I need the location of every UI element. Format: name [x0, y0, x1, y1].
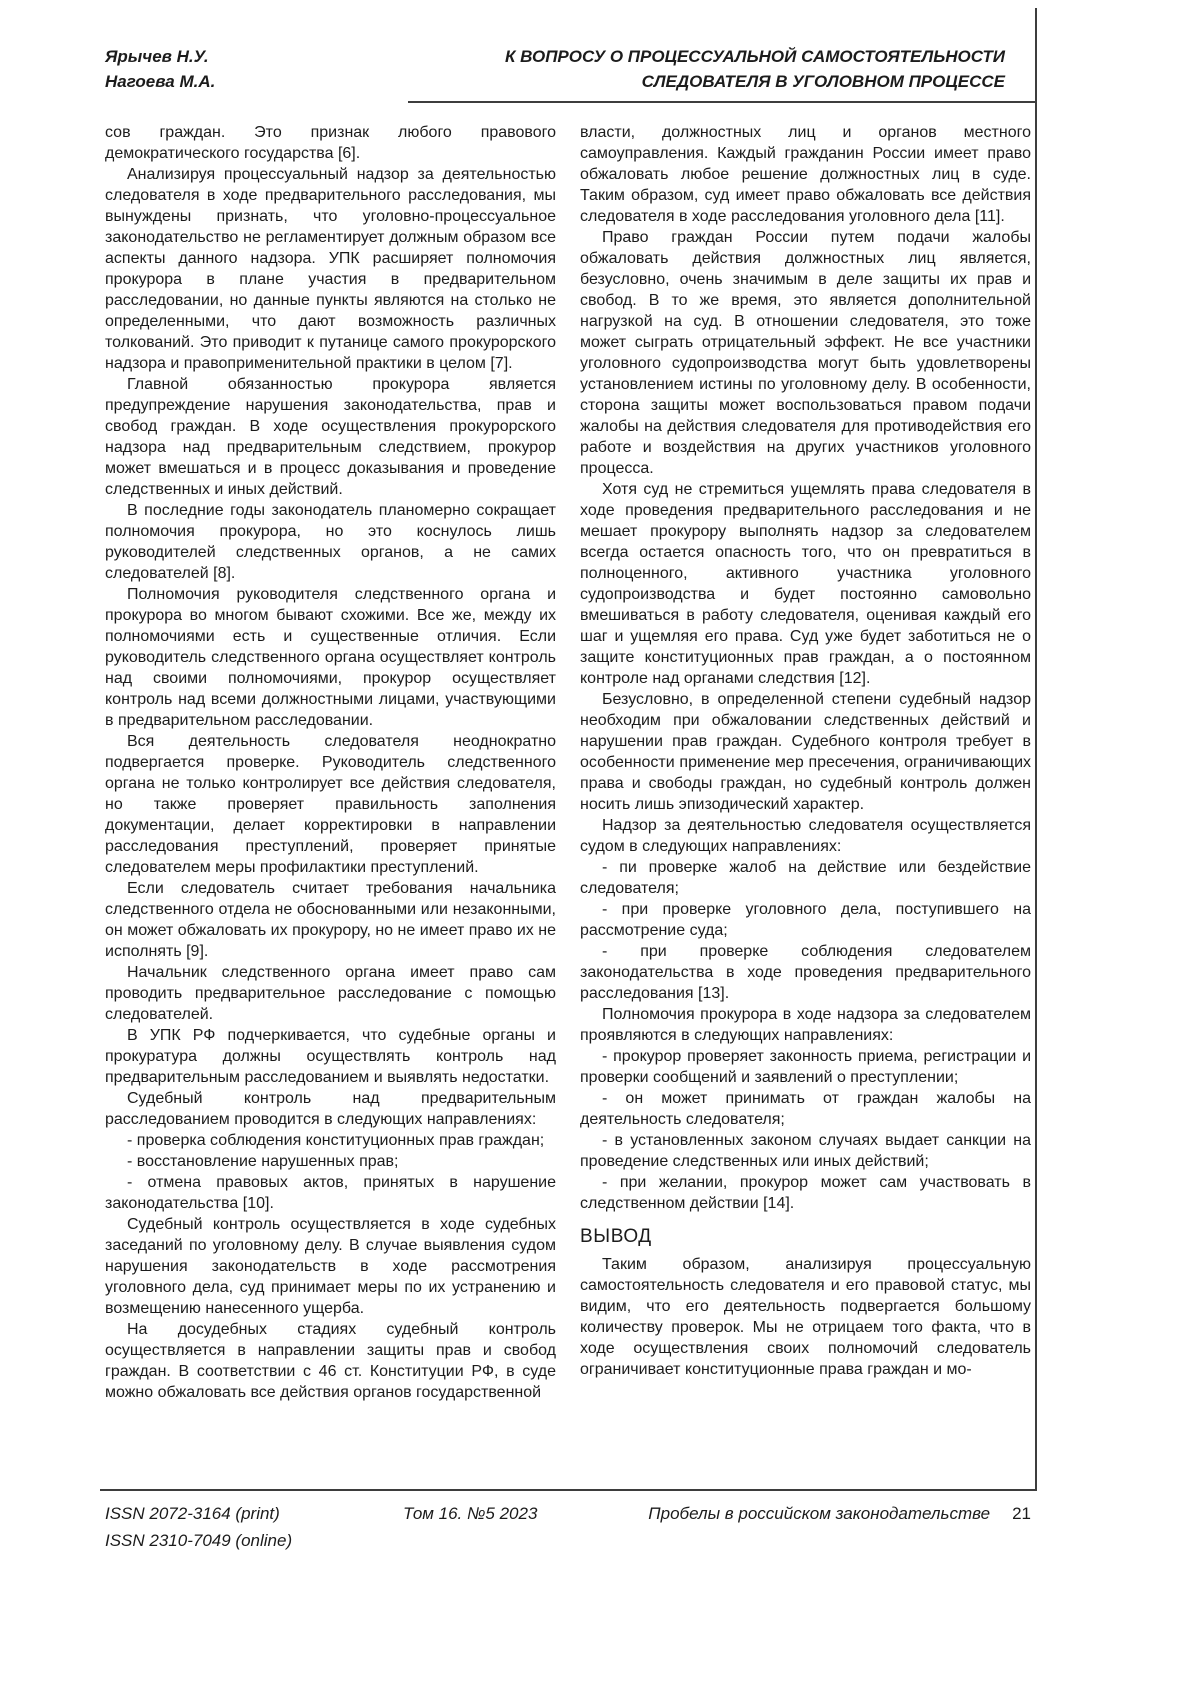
page-footer	[105, 1500, 1031, 1554]
paragraph: Начальник следственного органа имеет право сам проводить предварительное расследование с помощью следователей.	[105, 964, 556, 1023]
page-number: 21	[1012, 1504, 1031, 1523]
article-title	[505, 44, 1005, 94]
paragraph: Вся деятельность следователя неоднократно подвергается проверке. Руководитель следственного органа не только контролирует все действия следователя, но также проверяет правильность заполнения документации, делает корректировки в направлении расследования преступлений, проверяет принятые следователем меры профилактики преступлений.	[105, 733, 556, 876]
issn-block	[105, 1500, 292, 1554]
issn-online: ISSN 2310-7049 (online)	[105, 1531, 293, 1550]
paragraph: Анализируя процессуальный надзор за деятельностью следователя в ходе предварительного расследования, мы вынуждены признать, что уголовно-процессуальное законодательство не регламентирует должным образом все аспекты данного надзора. УПК расширяет полномочия прокурора в плане участия в предварительном расследовании, но данные пункты являются на столько не определенными, что дают возможность различных толкований. Это приводит к путанице самого прокурорского надзора и правоприменительной практики в целом [7].	[105, 166, 556, 372]
paragraph: Полномочия прокурора в ходе надзора за следователем проявляются в следующих направлениях:	[580, 1006, 1031, 1044]
journal-info	[648, 1500, 1031, 1527]
paragraph: Полномочия руководителя следственного органа и прокурора во многом бывают схожими. Все же, между их полномочиями есть и существенные отличия. Если руководитель следственного органа осуществляет контроль над своими полномочиями, прокурор осуществляет контроль над всеми должностными лицами, участвующими в предварительном расследовании.	[105, 586, 556, 729]
list-item: - отмена правовых актов, принятых в нарушение законодательства [10].	[105, 1174, 556, 1212]
list-item: - в установленных законом случаях выдает санкции на проведение следственных или иных действий;	[580, 1132, 1031, 1170]
list-item: - пи проверке жалоб на действие или бездействие следователя;	[580, 859, 1031, 897]
paragraph: Судебный контроль осуществляется в ходе судебных заседаний по уголовному делу. В случае выявления судом нарушения законодательств в ходе рассмотрения уголовного дела, суд принимает меры по их устранению и возмещению нанесенного ущерба.	[105, 1216, 556, 1317]
right-column	[580, 122, 1031, 1403]
author-name: Ярычев Н.У.	[105, 47, 209, 66]
article-title-line: К ВОПРОСУ О ПРОЦЕССУАЛЬНОЙ САМОСТОЯТЕЛЬНОСТИ	[504, 47, 1005, 66]
list-item: - восстановление нарушенных прав;	[127, 1153, 399, 1170]
paragraph: Право граждан России путем подачи жалобы обжаловать действия должностных лиц является, безусловно, очень значимым в деле защиты их прав и свобод. В то же время, это является дополнительной нагрузкой на суд. В отношении следователя, это тоже может сыграть отрицательный эффект. Не все участники уголовного судопроизводства могут быть удовлетворены установлением истины по уголовному делу. В особенности, сторона защиты может воспользоваться правом подачи жалобы на действия следователя для противодействия его работе и воздействия на других участников уголовного процесса.	[580, 229, 1031, 477]
paragraph: Безусловно, в определенной степени судебный надзор необходим при обжаловании следственных действий и нарушении прав граждан. Судебного контроля требует в особенности применение мер пресечения, ограничивающих права и свободы граждан, но судебный контроль должен носить лишь эпизодический характер.	[580, 691, 1031, 813]
paragraph: На досудебных стадиях судебный контроль осуществляется в направлении защиты прав и свобод граждан. В соответствии с 46 ст. Конституции РФ, в суде можно обжаловать все действия органов государственной	[105, 1321, 556, 1401]
paragraph: Хотя суд не стремиться ущемлять права следователя в ходе проведения предварительного расследования и не мешает прокурору выполнять надзор за следователем всегда остается опасность того, что он превратиться в полноценного, активного участника уголовного судопроизводства и будет постоянно самовольно вмешиваться в работу следователя, оценивая каждый его шаг и ущемляя его права. Суд уже будет заботиться не о защите конституционных прав граждан, а о постоянном контроле над органами следствия [12].	[580, 481, 1031, 687]
list-item: - он может принимать от граждан жалобы на деятельность следователя;	[580, 1090, 1031, 1128]
list-item: - при проверке уголовного дела, поступившего на рассмотрение суда;	[580, 901, 1031, 939]
article-title-line: СЛЕДОВАТЕЛЯ В УГОЛОВНОМ ПРОЦЕССЕ	[641, 72, 1005, 91]
journal-name: Пробелы в российском законодательстве	[648, 1504, 991, 1523]
paragraph: Главной обязанностью прокурора является предупреждение нарушения законодательства, прав и свобод граждан. В ходе осуществления прокурорского надзора над предварительным следствием, прокурор может вмешаться и в процесс доказывания и проведение следственных и иных действий.	[105, 376, 556, 498]
header-rule	[408, 101, 1037, 103]
article-body	[105, 122, 1031, 1403]
issn-print: ISSN 2072-3164 (print)	[105, 1504, 280, 1523]
paragraph: Судебный контроль над предварительным расследованием проводится в следующих направлениях:	[105, 1090, 556, 1128]
paragraph: В последние годы законодатель планомерно сокращает полномочия прокурора, но это коснулось лишь руководителей следственных органов, а не самих следователей [8].	[105, 502, 556, 582]
volume-info: Том 16. №5 2023	[403, 1504, 538, 1523]
list-item: - при проверке соблюдения следователем законодательства в ходе проведения предварительного расследования [13].	[580, 943, 1031, 1002]
paragraph: В УПК РФ подчеркивается, что судебные органы и прокуратура должны осуществлять контроль над предварительным расследованием и выявлять недостатки.	[105, 1027, 556, 1086]
list-item: - проверка соблюдения конституционных прав граждан;	[127, 1132, 545, 1149]
paragraph: Если следователь считает требования начальника следственного отдела не обоснованными или незаконными, он может обжаловать их прокурору, но не имеет право их не исполнять [9].	[105, 880, 556, 960]
paragraph: Надзор за деятельностью следователя осуществляется судом в следующих направлениях:	[580, 817, 1031, 855]
section-heading: ВЫВОД	[580, 1226, 652, 1247]
list-item: - при желании, прокурор может сам участвовать в следственном действии [14].	[580, 1174, 1031, 1212]
left-column	[105, 122, 556, 1403]
footer-rule	[100, 1489, 1037, 1491]
paragraph: сов граждан. Это признак любого правового демократического государства [6].	[105, 124, 556, 162]
paragraph: власти, должностных лиц и органов местного самоуправления. Каждый гражданин России имеет право обжаловать любое решение должностных лиц в суде. Таким образом, суд имеет право обжаловать все действия следователя в ходе расследования уголовного дела [11].	[580, 124, 1031, 225]
author-name: Нагоева М.А.	[105, 72, 216, 91]
right-border-rule	[1035, 8, 1037, 1491]
list-item: - прокурор проверяет законность приема, регистрации и проверки сообщений и заявлений о преступлении;	[580, 1048, 1031, 1086]
paragraph: Таким образом, анализируя процессуальную самостоятельность следователя и его правовой статус, мы видим, что его деятельность подвергается большому количеству проверок. Мы не отрицаем того факта, что в ходе осуществления своих полномочий следователь ограничивает конституционные права граждан и мо-	[580, 1256, 1031, 1378]
authors-block	[105, 44, 215, 94]
